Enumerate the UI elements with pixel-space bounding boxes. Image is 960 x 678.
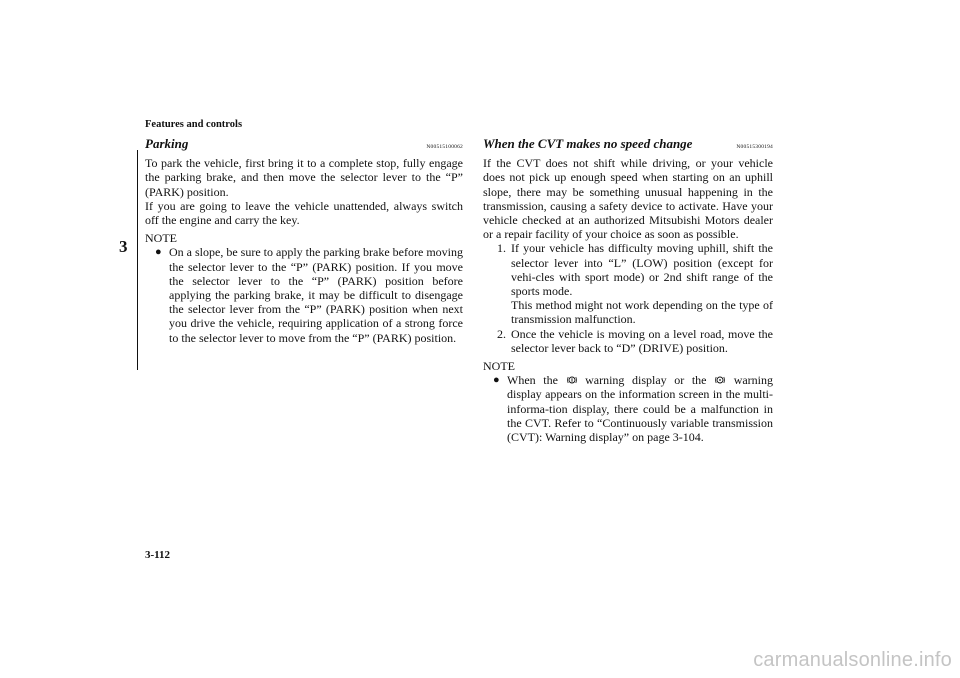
chapter-tab <box>117 150 138 370</box>
cvt-note-label: NOTE <box>483 359 515 374</box>
step-text: If your vehicle has difficulty moving uphill, shift the selector lever into “L” (LOW) position (except for vehi-cles with sport mode) or 2nd shift range of the sports mode. <box>511 241 773 299</box>
page-number: 3-112 <box>145 549 171 561</box>
cvt-warning-icon <box>715 375 725 385</box>
parking-code: N00515100062 <box>426 144 463 150</box>
cvt-note-item <box>493 373 773 444</box>
cvt-section <box>483 137 773 444</box>
parking-paragraph-2: If you are going to leave the vehicle unattended, always switch off the engine and carry the key. <box>145 198 463 228</box>
cvt-intro: If the CVT does not shift while driving, or your vehicle does not pick up enough speed when starting on an uphill slope, there may be something unusual happening in the transmission, causing a safety device to activate. Have your vehicle checked at an authorized Mitsubishi Motors dealer or a repair facility of your choice as soon as possible. <box>483 156 773 242</box>
cvt-note-text <box>507 373 773 444</box>
cvt-code: N00515300194 <box>736 144 773 150</box>
note-text-3: warning display appears on the information screen in the multi-informa-tion display, there could be a malfunction in the CVT. Refer to “Continuously variable transmission (CVT): Warning display” on page 3-104. <box>507 373 774 445</box>
step-subtext: This method might not work depending on the type of transmission malfunction. <box>511 298 773 327</box>
watermark: carmanualsonline.info <box>753 649 952 671</box>
cvt-warning-icon <box>567 375 577 385</box>
parking-note-text: On a slope, be sure to apply the parking brake before moving the selector lever to the “P” (PARK) position. If you move the selector lever to the “P” (PARK) position before applying the parking brake, it may be difficult to disengage the selector lever from the “P” (PARK) position when next you drive the vehicle, requiring application of a strong force to the selector lever to move from the “P” (PARK) position. <box>169 245 463 345</box>
parking-note-label: NOTE <box>145 231 177 246</box>
parking-note-item <box>155 245 463 344</box>
cvt-step-2 <box>497 327 773 355</box>
parking-paragraph-1: To park the vehicle, first bring it to a complete stop, fully engage the parking brake, and then move the selector lever to the “P” (PARK) position. <box>145 156 463 199</box>
parking-title: Parking <box>145 136 189 151</box>
chapter-number: 3 <box>119 237 128 256</box>
bullet-icon: ● <box>155 246 162 259</box>
cvt-step-1 <box>497 241 773 326</box>
page-header: Features and controls <box>145 119 243 130</box>
bullet-icon: ● <box>493 374 500 387</box>
step-number: 2. <box>497 326 506 341</box>
step-number: 1. <box>497 241 506 256</box>
step-text: Once the vehicle is moving on a level road, move the selector lever back to “D” (DRIVE) position. <box>511 326 773 355</box>
note-text-1: When the <box>507 373 558 388</box>
note-text-2: warning display or the <box>585 373 707 388</box>
cvt-title: When the CVT makes no speed change <box>483 136 693 151</box>
parking-section <box>145 137 463 345</box>
